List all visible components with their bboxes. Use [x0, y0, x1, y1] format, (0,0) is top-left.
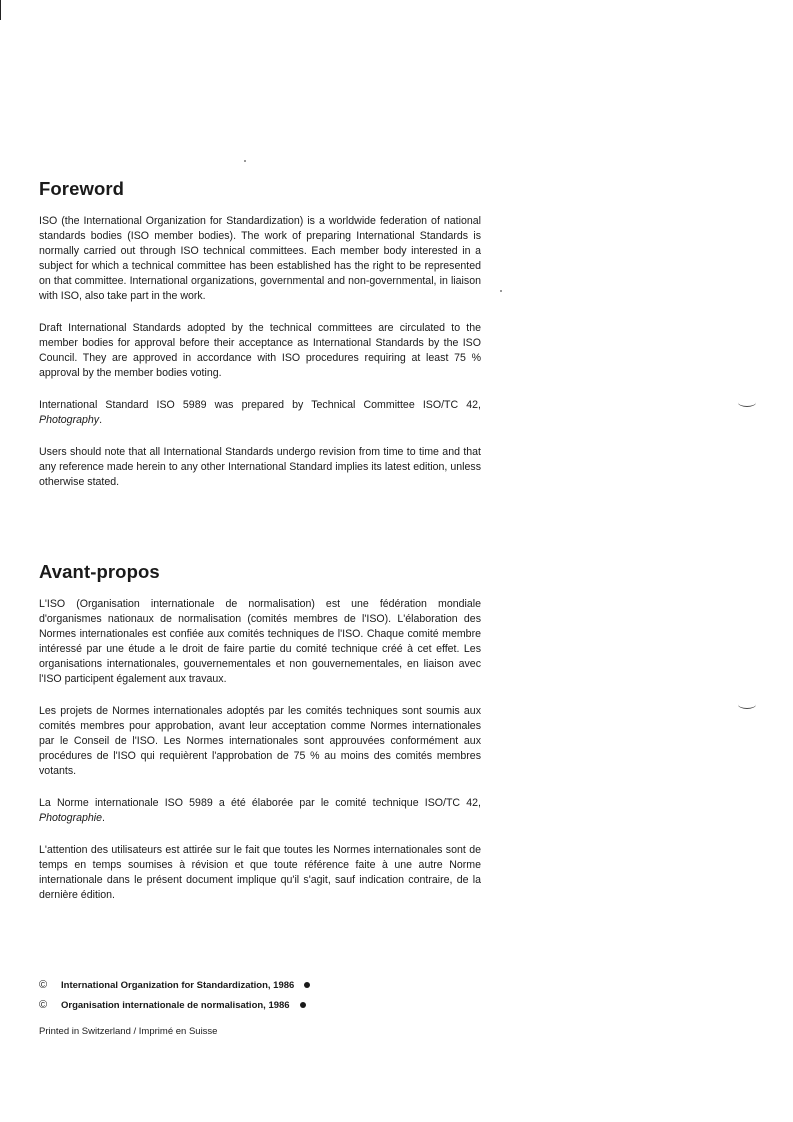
- copyright-english: [39, 979, 310, 991]
- bullet-icon: [300, 1002, 306, 1008]
- copyright-french: [39, 999, 306, 1011]
- foreword-section: [39, 178, 481, 507]
- avant-propos-paragraph-3-text: La Norme internationale ISO 5989 a été élaborée par le comité technique ISO/TC 42,: [39, 797, 481, 809]
- avant-propos-paragraph-2: Les projets de Normes internationales adoptés par les comités techniques sont soumis aux comités membres pour approbation, avant leur acceptation comme Normes internationales par le Conseil de l'ISO. Les Normes internationales sont approuvées conformément aux procédures de l'ISO qui requièrent l'approbation de 75 % au moins des comités membres votants.: [39, 705, 481, 777]
- scan-speck: [244, 160, 246, 162]
- page-edge-mark: [0, 0, 1, 20]
- foreword-paragraph-3-end: .: [99, 414, 103, 426]
- foreword-paragraph-3: [39, 398, 481, 428]
- foreword-paragraph-3-text: International Standard ISO 5989 was prepared by Technical Committee ISO/TC 42,: [39, 399, 481, 411]
- avant-propos-heading: Avant-propos: [39, 561, 160, 582]
- avant-propos-section: [39, 561, 481, 920]
- margin-mark: [738, 700, 756, 709]
- copyright-icon: ©: [39, 999, 48, 1011]
- bullet-icon: [304, 982, 310, 988]
- foreword-paragraph-1: ISO (the International Organization for Standardization) is a worldwide federation of national standards bodies (ISO member bodies). The work of preparing International Standards is normally carried out through ISO technical committees. Each member body interested in a subject for which a technical committee has been established has the right to be represented on that committee. International organizations, governmental and non-governmental, in liaison with ISO, also take part in the work.: [39, 215, 481, 302]
- avant-propos-paragraph-4: L'attention des utilisateurs est attirée sur le fait que toutes les Normes internationales sont de temps en temps soumises à révision et que toute référence faite à une autre Norme internationale dans le présent document implique qu'il s'agit, sauf indication contraire, de la dernière édition.: [39, 844, 481, 901]
- avant-propos-paragraph-3-end: .: [102, 812, 105, 824]
- avant-propos-paragraph-3: [39, 796, 481, 826]
- copyright-icon: ©: [39, 979, 48, 991]
- foreword-paragraph-2: Draft International Standards adopted by the technical committees are circulated to the member bodies for approval before their acceptance as International Standards by the ISO Council. They are approved in accordance with ISO procedures requiring at least 75 % approval by the member bodies voting.: [39, 322, 481, 379]
- margin-mark: [738, 398, 756, 407]
- copyright-english-text: International Organization for Standardization, 1986: [61, 979, 295, 991]
- printed-in-line: Printed in Switzerland / Imprimé en Suisse: [39, 1026, 218, 1037]
- foreword-heading: Foreword: [39, 178, 125, 199]
- avant-propos-paragraph-1: L'ISO (Organisation internationale de normalisation) est une fédération mondiale d'organismes nationaux de normalisation (comités membres de l'ISO). L'élaboration des Normes internationales est confiée aux comités techniques de l'ISO. Chaque comité membre intéressé par une étude a le droit de faire partie du comité technique créé à cet effet. Les organisations internationales, gouvernementales et non gouvernementales, en liaison avec l'ISO participent également aux travaux.: [39, 598, 481, 685]
- copyright-french-text: Organisation internationale de normalisation, 1986: [61, 999, 290, 1011]
- foreword-committee-title: Photography: [39, 414, 100, 426]
- scan-speck: [500, 290, 502, 292]
- avant-propos-committee-title: Photographie: [39, 812, 103, 824]
- foreword-paragraph-4: Users should note that all International Standards undergo revision from time to time and that any reference made herein to any other International Standard implies its latest edition, unless otherwise stated.: [39, 446, 481, 488]
